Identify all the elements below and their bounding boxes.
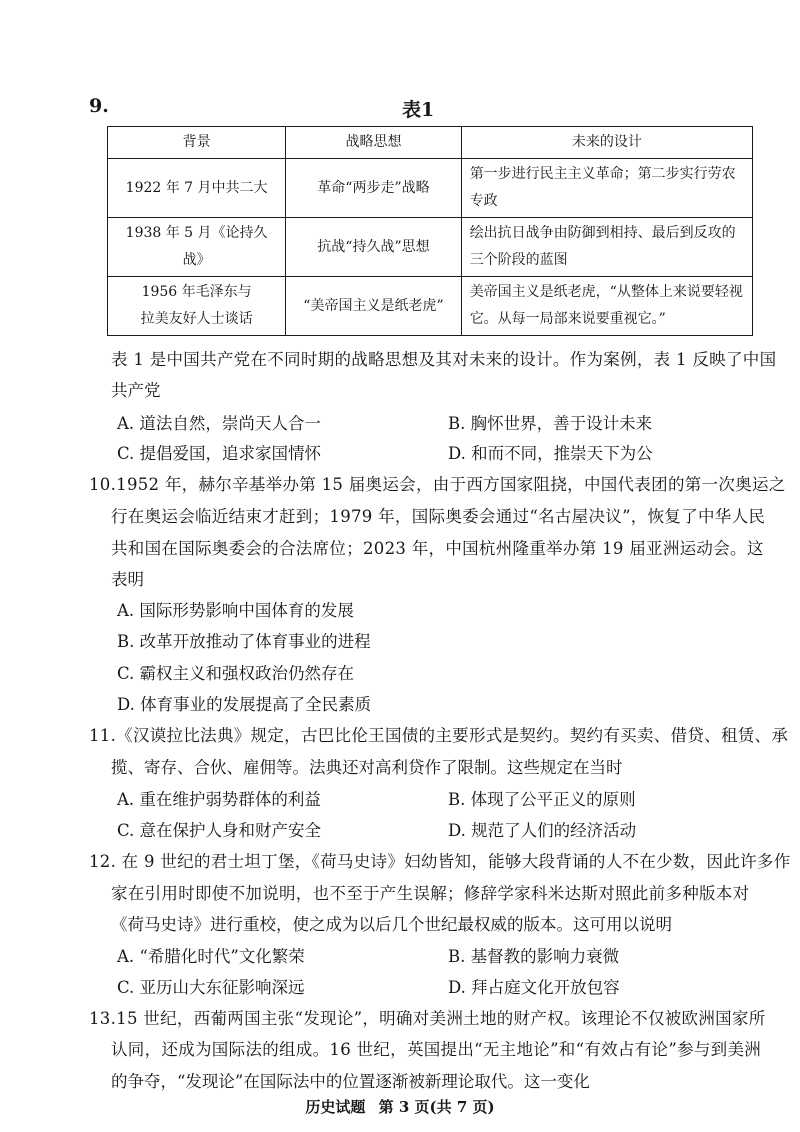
question-12-option-b: B. 基督教的影响力衰微	[448, 947, 620, 966]
table-title: 表1	[402, 99, 435, 121]
question-11-option-c: C. 意在保护人身和财产安全	[117, 821, 322, 840]
cell-design-line: 美帝国主义是纸老虎，“从整体上来说要轻视	[469, 284, 743, 300]
footer-page-number: 第 3 页(共 7 页)	[378, 1098, 495, 1116]
table-row	[108, 159, 753, 218]
question-10-stem-line: 共和国在国际奥委会的合法席位；2023 年，中国杭州隆重举办第 19 届亚洲运动会。这	[111, 539, 764, 558]
question-13-stem-line: 13.15 世纪，西葡两国主张“发现论”，明确对美洲土地的财产权。该理论不仅被欧洲国家所	[89, 1009, 766, 1028]
cell-strategy: 抗战“持久战”思想	[286, 218, 461, 277]
question-12-option-d: D. 拜占庭文化开放包容	[448, 978, 620, 997]
question-11-stem-line: 11.《汉谟拉比法典》规定，古巴比伦王国债的主要形式是契约。契约有买卖、借贷、租赁、承	[89, 726, 789, 745]
cell-design-line: 专政	[469, 193, 498, 209]
footer-subject: 历史试题	[305, 1098, 366, 1116]
question-10-option-a: A. 国际形势影响中国体育的发展	[117, 601, 354, 620]
table-row	[108, 218, 753, 277]
cell-background-line: 拉美友好人士谈话	[140, 311, 253, 327]
question-12-stem-line: 家在引用时即使不加说明，也不至于产生误解；修辞学家科米达斯对照此前多种版本对	[111, 884, 750, 903]
cell-background	[108, 277, 286, 336]
cell-design-line: 它。从每一局部来说要重视它。”	[469, 311, 666, 327]
question-9-option-c: C. 提倡爱国，追求家国情怀	[117, 444, 322, 463]
header-strategy: 战略思想	[286, 127, 461, 159]
question-11-option-a: A. 重在维护弱势群体的利益	[117, 790, 321, 809]
cell-strategy: 革命“两步走”战略	[286, 159, 461, 218]
question-11-option-b: B. 体现了公平正义的原则	[448, 790, 636, 809]
question-9-option-a: A. 道法自然，崇尚天人合一	[117, 414, 321, 433]
question-9-stem-line: 表 1 是中国共产党在不同时期的战略思想及其对未来的设计。作为案例，表 1 反映了中国	[111, 350, 777, 369]
cell-design	[461, 277, 752, 336]
cell-design-line: 三个阶段的蓝图	[469, 252, 568, 268]
question-12-option-c: C. 亚历山大东征影响深远	[117, 978, 305, 997]
cell-background: 1938 年 5 月《论持久战》	[108, 218, 286, 277]
cell-design	[461, 159, 752, 218]
question-13-stem-line: 认同，还成为国际法的组成。16 世纪，英国提出“无主地论”和“有效占有论”参与到美洲	[111, 1040, 762, 1059]
page-footer	[0, 1096, 800, 1117]
question-10-stem-line: 表明	[111, 570, 144, 589]
question-10-option-c: C. 霸权主义和强权政治仍然存在	[117, 664, 355, 683]
question-12-option-a: A. “希腊化时代”文化繁荣	[117, 947, 305, 966]
question-12-stem-line: 12. 在 9 世纪的君士坦丁堡，《荷马史诗》妇幼皆知，能够大段背诵的人不在少数，因此许多作	[89, 852, 791, 871]
cell-design-line: 绘出抗日战争由防御到相持、最后到反攻的	[469, 225, 736, 241]
strategy-table	[107, 126, 753, 336]
cell-design	[461, 218, 752, 277]
cell-background-line: 1956 年毛泽东与	[141, 284, 252, 300]
question-12-stem-line: 《荷马史诗》进行重校，使之成为以后几个世纪最权威的版本。这可用以说明	[111, 915, 672, 934]
question-10-option-b: B. 改革开放推动了体育事业的进程	[117, 632, 371, 651]
question-10-option-d: D. 体育事业的发展提高了全民素质	[117, 695, 372, 714]
question-11-option-d: D. 规范了人们的经济活动	[448, 821, 637, 840]
question-13-stem-line: 的争夺，“发现论”在国际法中的位置逐渐被新理论取代。这一变化	[111, 1072, 590, 1091]
question-9-stem-line: 共产党	[111, 381, 161, 400]
cell-strategy: “美帝国主义是纸老虎”	[286, 277, 461, 336]
cell-background: 1922 年 7 月中共二大	[108, 159, 286, 218]
header-background: 背景	[108, 127, 286, 159]
question-11-stem-line: 揽、寄存、合伙、雇佣等。法典还对高利贷作了限制。这些规定在当时	[111, 758, 623, 777]
question-10-stem-line: 行在奥运会临近结束才赶到；1979 年，国际奥委会通过“名古屋决议”，恢复了中华人民	[111, 507, 766, 526]
header-design: 未来的设计	[461, 127, 752, 159]
cell-design-line: 第一步进行民主主义革命；第二步实行劳农	[469, 166, 736, 182]
table-header-row	[108, 127, 753, 159]
table-row	[108, 277, 753, 336]
question-9-option-d: D. 和而不同，推崇天下为公	[448, 444, 653, 463]
question-9-option-b: B. 胸怀世界，善于设计未来	[448, 414, 653, 433]
question-10-stem-line: 10.1952 年，赫尔辛基举办第 15 届奥运会，由于西方国家阻挠，中国代表团的第一次奥运之	[89, 475, 786, 494]
question-9-number: 9.	[89, 95, 109, 117]
